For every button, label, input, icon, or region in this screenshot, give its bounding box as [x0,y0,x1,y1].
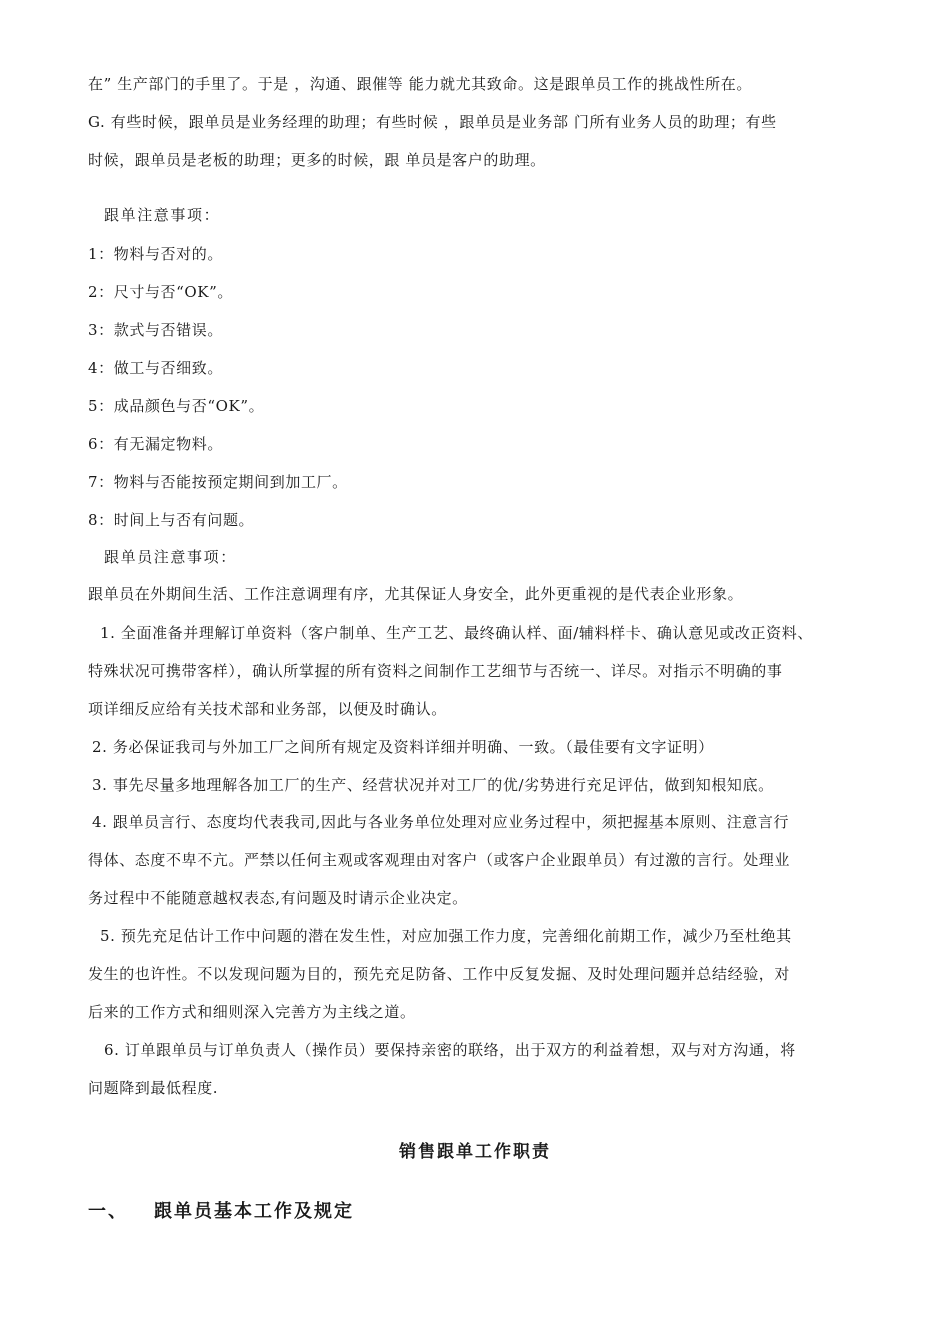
staff-note-paragraph-2: 2. 务必保证我司与外加工厂之间所有规定及资料详细并明确、一致。（最佳要有文字证明） [92,738,714,756]
order-note-item: 5：成品颜色与否“OK”。 [88,397,265,415]
section-title: 销售跟单工作职责 [399,1142,551,1162]
order-notes-heading: 跟单注意事项： [104,206,221,224]
staff-notes-intro: 跟单员在外期间生活、工作注意调理有序，尤其保证人身安全，此外更重视的是代表企业形象。 [88,585,744,603]
staff-note-paragraph-1: 1. 全面准备并理解订单资料（客户制单、生产工艺、最终确认样、面/辅料样卡、确认意见或改正资料、 [100,624,813,642]
section-number: 一、 [88,1201,128,1222]
order-note-item: 4：做工与否细致。 [88,359,223,377]
section-heading-one [88,1197,354,1223]
order-note-item: 1：物料与否对的。 [88,245,223,263]
intro-line-1: 在” 生产部门的手里了。于是 ，沟通、跟催等 能力就尤其致命。这是跟单员工作的挑战性所在。 [88,75,752,93]
staff-note-paragraph-3: 3. 事先尽量多地理解各加工厂的生产、经营状况并对工厂的优/劣势进行充足评估，做到知根知底。 [92,776,774,794]
intro-line-3: 时候，跟单员是老板的助理；更多的时候，跟 单员是客户的助理。 [88,151,546,169]
staff-note-paragraph-5: 发生的也许性。不以发现问题为目的，预先充足防备、工作中反复发掘、及时处理问题并总结经验，对 [88,965,791,983]
staff-note-paragraph-5: 后来的工作方式和细则深入完善方为主线之道。 [88,1003,416,1021]
order-note-item: 3：款式与否错误。 [88,321,223,339]
order-note-item: 8：时间上与否有问题。 [88,511,255,529]
staff-note-paragraph-4: 务过程中不能随意越权表态,有问题及时请示企业决定。 [88,889,468,907]
staff-note-paragraph-4: 得体、态度不卑不亢。严禁以任何主观或客观理由对客户（或客户企业跟单员）有过激的言行。处理业 [88,851,791,869]
staff-note-paragraph-4: 4. 跟单员言行、态度均代表我司,因此与各业务单位处理对应业务过程中，须把握基本原则、注意言行 [92,813,790,831]
staff-note-paragraph-1: 特殊状况可携带客样），确认所掌握的所有资料之间制作工艺细节与否统一、详尽。对指示不明确的事 [88,662,783,680]
order-note-item: 2：尺寸与否“OK”。 [88,283,233,301]
order-note-item: 6：有无漏定物料。 [88,435,223,453]
staff-note-paragraph-5: 5. 预先充足估计工作中问题的潜在发生性，对应加强工作力度，完善细化前期工作，减少乃至杜绝其 [100,927,792,945]
staff-note-paragraph-1: 项详细反应给有关技术部和业务部，以便及时确认。 [88,700,447,718]
staff-note-paragraph-6: 6. 订单跟单员与订单负责人（操作员）要保持亲密的联络，出于双方的利益着想，双与对方沟通，将 [104,1041,796,1059]
staff-note-paragraph-6: 问题降到最低程度. [88,1079,219,1097]
order-note-item: 7：物料与否能按预定期间到加工厂。 [88,473,348,491]
staff-notes-heading: 跟单员注意事项： [104,548,237,566]
intro-line-2: G. 有些时候，跟单员是业务经理的助理；有些时候 ，跟单员是业务部 门所有业务人员的助理；有些 [88,113,777,131]
section-heading-text: 跟单员基本工作及规定 [154,1201,354,1222]
